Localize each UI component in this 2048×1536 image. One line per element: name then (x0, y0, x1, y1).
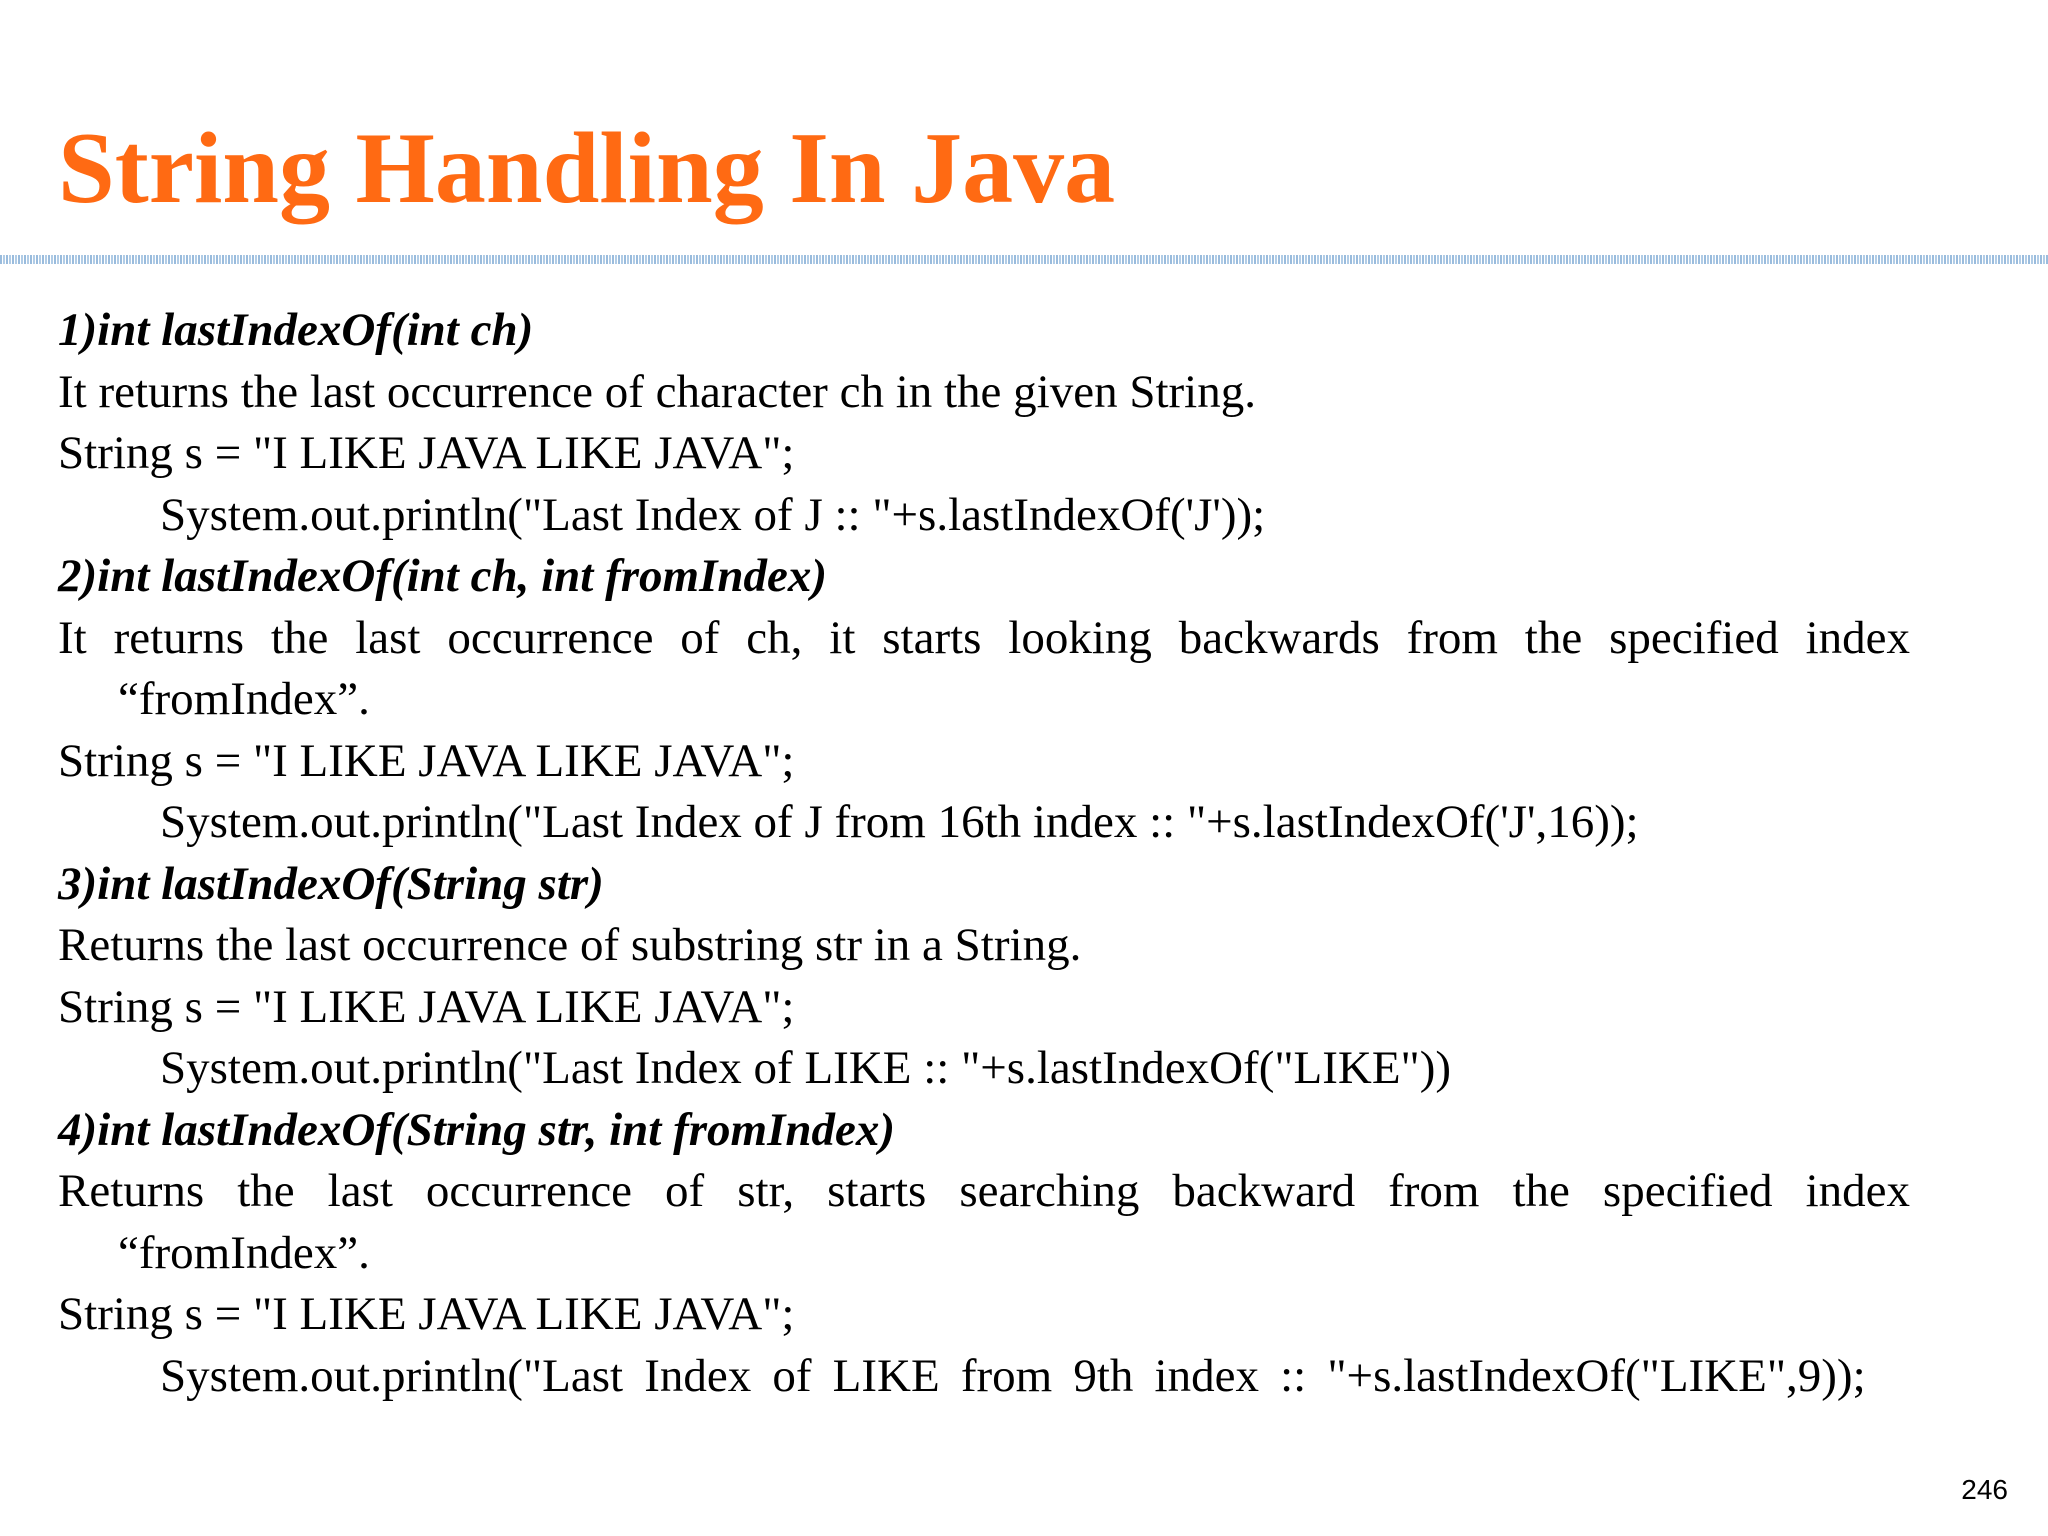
page-number: 246 (1961, 1474, 2008, 1505)
string-declaration: String s = "I LIKE JAVA LIKE JAVA"; (58, 1288, 795, 1340)
section-last-index-of-string-from-index (58, 1100, 1910, 1408)
method-heading: 3)int lastIndexOf(String str) (58, 857, 604, 910)
method-description: It returns the last occurrence of ch, it starts looking backwards from the specified index “fromIndex”. (58, 611, 1910, 725)
section-last-index-of-string (58, 854, 1910, 1100)
code-example: System.out.println("Last Index of J from 16th index :: "+s.lastIndexOf('J',16)); (160, 796, 1639, 848)
slide-body (58, 300, 1910, 1407)
code-example: System.out.println("Last Index of J :: "+s.lastIndexOf('J')); (160, 488, 1266, 541)
slide-title: String Handling In Java (58, 112, 1116, 225)
section-last-index-of-char-from-index (58, 546, 1910, 854)
method-description: Returns the last occurrence of substring str in a String. (58, 919, 1082, 971)
method-heading: 4)int lastIndexOf(String str, int fromIndex) (58, 1103, 896, 1156)
string-declaration: String s = "I LIKE JAVA LIKE JAVA"; (58, 734, 795, 787)
method-description: Returns the last occurrence of str, starts searching backward from the specified index “fromIndex”. (58, 1165, 1910, 1279)
string-declaration: String s = "I LIKE JAVA LIKE JAVA"; (58, 427, 795, 479)
title-divider (0, 255, 2048, 264)
method-heading: 2)int lastIndexOf(int ch, int fromIndex) (58, 550, 828, 602)
method-description: It returns the last occurrence of character ch in the given String. (58, 365, 1256, 418)
string-declaration: String s = "I LIKE JAVA LIKE JAVA"; (58, 980, 795, 1033)
method-heading: 1)int lastIndexOf(int ch) (58, 304, 534, 356)
code-example: System.out.println("Last Index of LIKE from 9th index :: "+s.lastIndexOf("LIKE",9)); (160, 1349, 1866, 1402)
code-example: System.out.println("Last Index of LIKE :: "+s.lastIndexOf("LIKE")) (160, 1042, 1452, 1094)
section-last-index-of-char (58, 300, 1910, 546)
